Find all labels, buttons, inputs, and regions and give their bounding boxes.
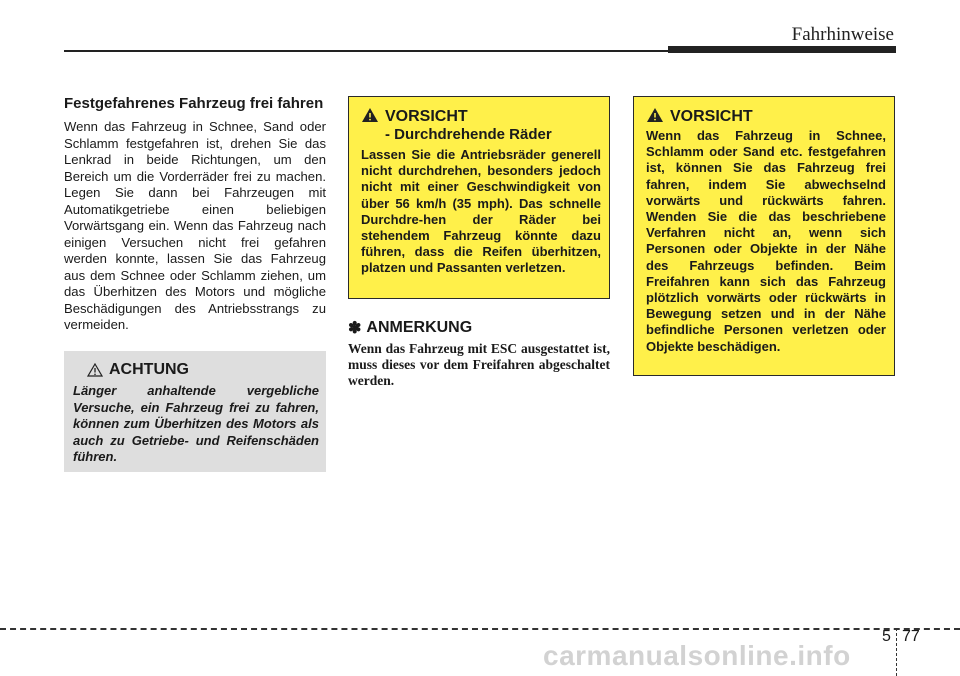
warning-outline-icon xyxy=(87,363,103,377)
vorsicht2-text: Wenn das Fahrzeug in Schnee, Schlamm oder Sand etc. festgefahren ist, können Sie das Fahrzeug frei fahren, indem Sie abwechselnd vorwärts und rückwärts fahren. Wenden Sie die das beschriebene Verfahren nicht an, wenn sich Personen oder Objekte in der Nähe des Fahrzeugs befinden. Beim Freifahren kann sich das Fahrzeug plötzlich vorwärts oder rückwärts in Bewegung setzen und in der Nähe befindliche Personen verletzen oder Objekte beschädigen. xyxy=(646,128,886,354)
section-body: Wenn das Fahrzeug in Schnee, Sand oder Schlamm festgefahren ist, drehen Sie das Lenkrad in beide Richtungen, um den Bereich um die Vorderräder frei zu machen. Legen Sie dann bei Fahrzeugen mit Automatikgetriebe einen beliebigen Vorwärtsgang ein. Wenn das Fahrzeug nach einigen Versuchen nicht frei gefahren werden konnte, lassen Sie das Fahrzeug aus dem Schnee oder Schlamm ziehen, um das Überhitzen des Motors und mögliche Beschädigungen des Antriebsstrangs zu vermeiden. xyxy=(64,119,326,332)
achtung-text: Länger anhaltende vergebliche Versuche, ein Fahrzeug frei zu fahren, können zum Überhitzen des Motors als auch zu Getriebe- und Reifenschäden führen. xyxy=(73,383,319,464)
header-bar xyxy=(668,46,896,53)
header-title: Fahrhinweise xyxy=(791,24,894,45)
vorsicht1-subtitle: - Durchdrehende Räder xyxy=(385,126,552,143)
warning-icon xyxy=(646,107,664,123)
warning-icon xyxy=(361,107,379,123)
page-number-divider xyxy=(896,628,897,676)
vorsicht1-title: VORSICHT xyxy=(385,108,468,125)
section-column xyxy=(64,95,326,334)
vorsicht1-text: Lassen Sie die Antriebsräder generell nicht durchdrehen, besonders jedoch nicht mit einer Geschwindigkeit von über 56 km/h (35 mph). Das schnelle Durchdre-hen der Räder bei stehendem Fahrzeug könnte dazu führen, dass die Reifen überhitzen, platzen und Passanten verletzen. xyxy=(361,147,601,276)
anmerkung-title: ANMERKUNG xyxy=(366,319,473,336)
star-icon: ✽ xyxy=(348,320,362,337)
achtung-title: ACHTUNG xyxy=(109,361,189,378)
vorsicht1-title-row xyxy=(361,107,601,144)
vorsicht-box-wheels xyxy=(348,96,610,299)
achtung-box xyxy=(64,351,326,472)
anmerkung-text: Wenn das Fahrzeug mit ESC ausgestattet ist, muss dieses vor dem Freifahren abgeschaltet werden. xyxy=(348,341,610,388)
header-rule xyxy=(64,50,668,52)
vorsicht-box-stuck xyxy=(633,96,895,376)
vorsicht2-title: VORSICHT xyxy=(670,108,753,125)
anmerkung-title-row xyxy=(348,318,610,338)
achtung-title-row xyxy=(87,361,319,379)
page-number: 77 xyxy=(902,628,920,645)
footer-dashed-rule xyxy=(0,628,960,630)
watermark: carmanualsonline.info xyxy=(543,640,851,671)
section-heading: Festgefahrenes Fahrzeug frei fahren xyxy=(64,95,324,112)
anmerkung-note xyxy=(348,318,610,389)
chapter-number: 5 xyxy=(882,628,891,645)
vorsicht2-title-row xyxy=(646,107,886,126)
